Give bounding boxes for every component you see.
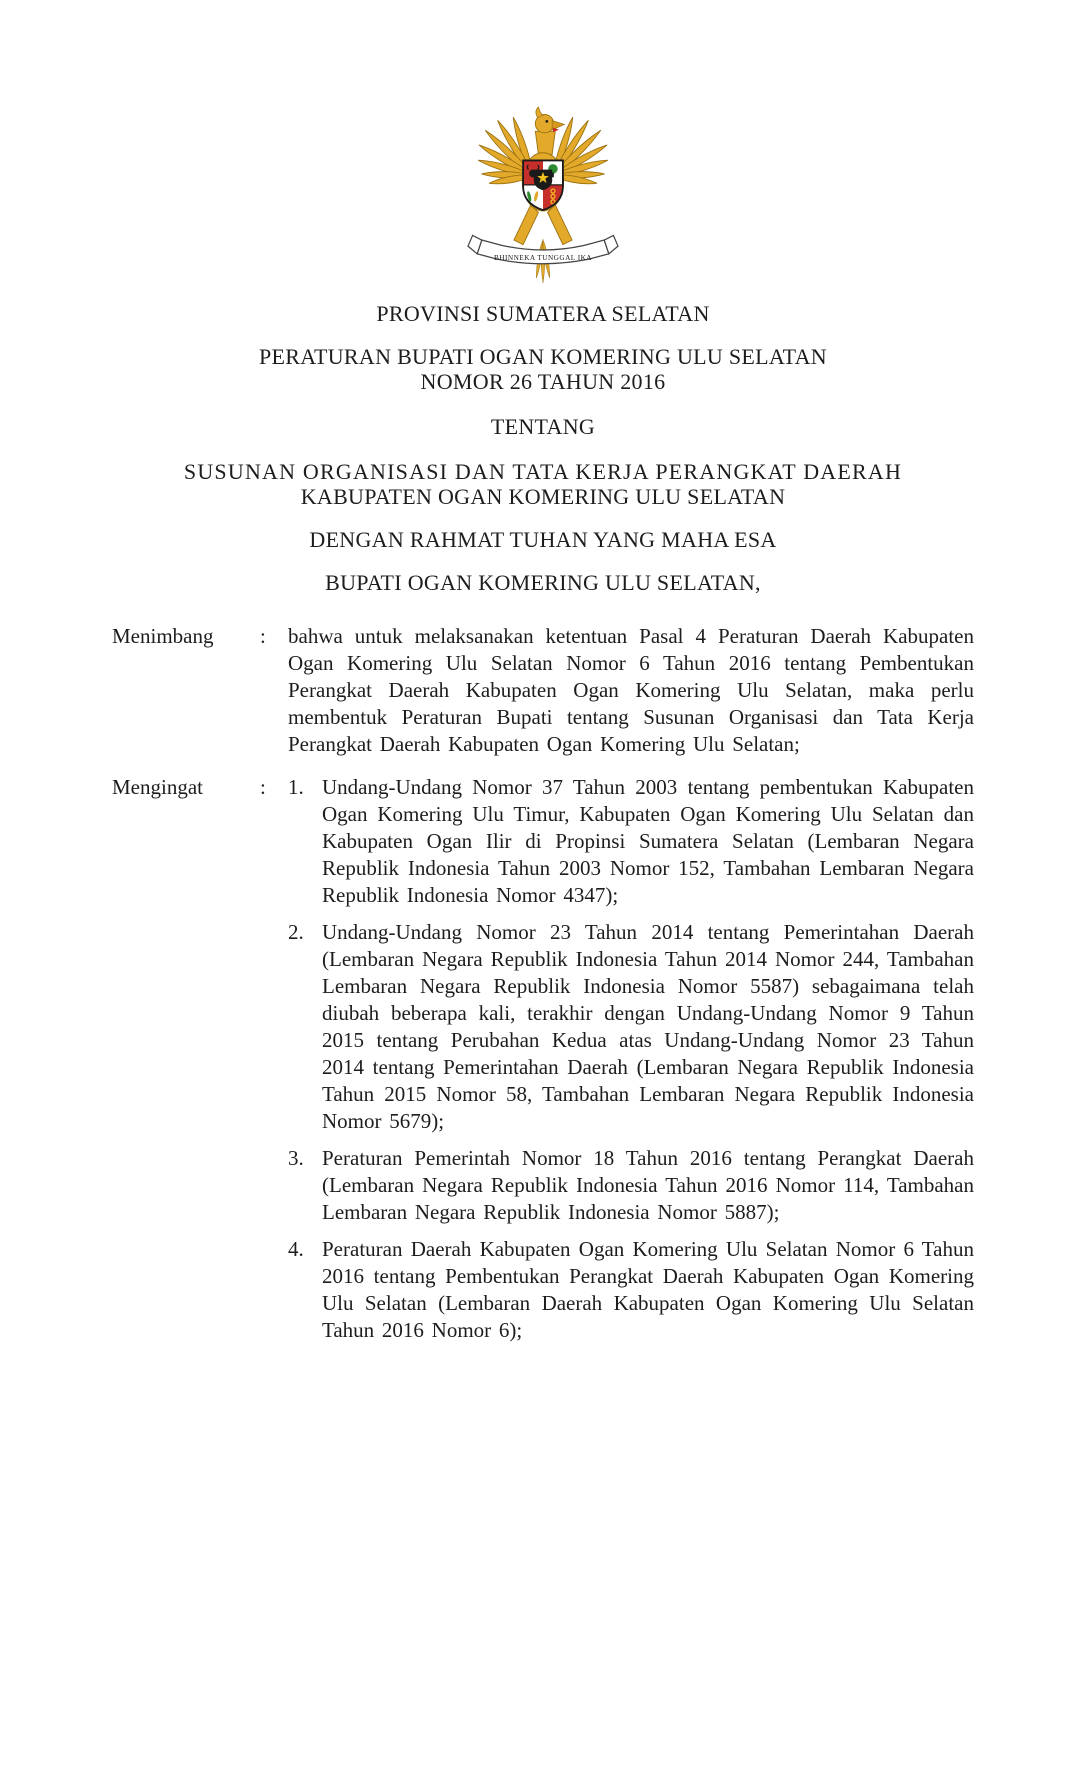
emblem-motto: BHINNEKA TUNGGAL IKA	[494, 253, 592, 262]
menimbang-label: Menimbang	[112, 624, 214, 648]
legal-reference-text: Peraturan Pemerintah Nomor 18 Tahun 2016 tentang Perangkat Daerah (Lembaran Negara Republik Indonesia Tahun 2016 Nomor 114, Tambahan Lembaran Negara Republik Indonesia Nomor 5887);	[322, 1146, 974, 1224]
authority-line: BUPATI OGAN KOMERING ULU SELATAN,	[325, 570, 761, 595]
garuda-pancasila-icon	[428, 90, 658, 289]
mengingat-section	[112, 774, 974, 1354]
subject-line1: SUSUNAN ORGANISASI DAN TATA KERJA PERANGKAT DAERAH	[183, 459, 903, 484]
legal-reference-list	[288, 774, 974, 1354]
legal-reference-item	[288, 1236, 974, 1344]
legal-reference-number: 4.	[288, 1237, 304, 1261]
legal-reference-text: Undang-Undang Nomor 23 Tahun 2014 tentang Pemerintahan Daerah (Lembaran Negara Republik Indonesia Tahun 2014 Nomor 244, Tambahan Lembaran Negara Republik Indonesia Nomor 5587) sebagaimana telah diubah beberapa kali, terakhir dengan Undang-Undang Nomor 9 Tahun 2015 tentang Perubahan Kedua atas Undang-Undang Nomor 23 Tahun 2014 tentang Pemerintahan Daerah (Lembaran Negara Republik Indonesia Tahun 2015 Nomor 58, Tambahan Lembaran Negara Republik Indonesia Nomor 5679);	[322, 920, 974, 1133]
menimbang-text: bahwa untuk melaksanakan ketentuan Pasal 4 Peraturan Daerah Kabupaten Ogan Komering Ulu Selatan Nomor 6 Tahun 2016 tentang Pembentukan Perangkat Daerah Kabupaten Ogan Komering Ulu Selatan, maka perlu membentuk Peraturan Bupati tentang Susunan Organisasi dan Tata Kerja Perangkat Daerah Kabupaten Ogan Komering Ulu Selatan;	[288, 624, 974, 756]
regulation-title-block	[112, 344, 974, 394]
garuda-pancasila-emblem	[112, 90, 974, 289]
mengingat-colon: :	[260, 775, 266, 799]
subject-block	[112, 459, 974, 509]
legal-reference-text: Peraturan Daerah Kabupaten Ogan Komering Ulu Selatan Nomor 6 Tahun 2016 tentang Pembentukan Perangkat Daerah Kabupaten Ogan Komering Ulu Selatan (Lembaran Daerah Kabupaten Ogan Komering Ulu Selatan Tahun 2016 Nomor 6);	[322, 1237, 974, 1342]
legal-reference-number: 3.	[288, 1146, 304, 1170]
mengingat-label: Mengingat	[112, 775, 203, 799]
legal-reference-item	[288, 1145, 974, 1226]
about-label: TENTANG	[490, 414, 596, 439]
menimbang-colon: :	[260, 624, 266, 648]
subject-line2: KABUPATEN OGAN KOMERING ULU SELATAN	[300, 484, 786, 509]
province-heading: PROVINSI SUMATERA SELATAN	[376, 301, 710, 326]
legal-reference-item	[288, 774, 974, 909]
regulation-number: NOMOR 26 TAHUN 2016	[420, 369, 666, 394]
legal-reference-text: Undang-Undang Nomor 37 Tahun 2003 tentang pembentukan Kabupaten Ogan Komering Ulu Timur, Kabupaten Ogan Komering Ulu Selatan dan Kabupaten Ogan Ilir di Propinsi Sumatera Selatan (Lembaran Negara Republik Indonesia Tahun 2003 Nomor 152, Tambahan Lembaran Negara Republik Indonesia Nomor 4347);	[322, 775, 974, 907]
legal-reference-number: 2.	[288, 920, 304, 944]
legal-reference-item	[288, 919, 974, 1135]
legal-reference-number: 1.	[288, 775, 304, 799]
grace-line: DENGAN RAHMAT TUHAN YANG MAHA ESA	[309, 527, 777, 552]
menimbang-section	[112, 623, 974, 758]
regulation-title: PERATURAN BUPATI OGAN KOMERING ULU SELATAN	[259, 344, 827, 369]
